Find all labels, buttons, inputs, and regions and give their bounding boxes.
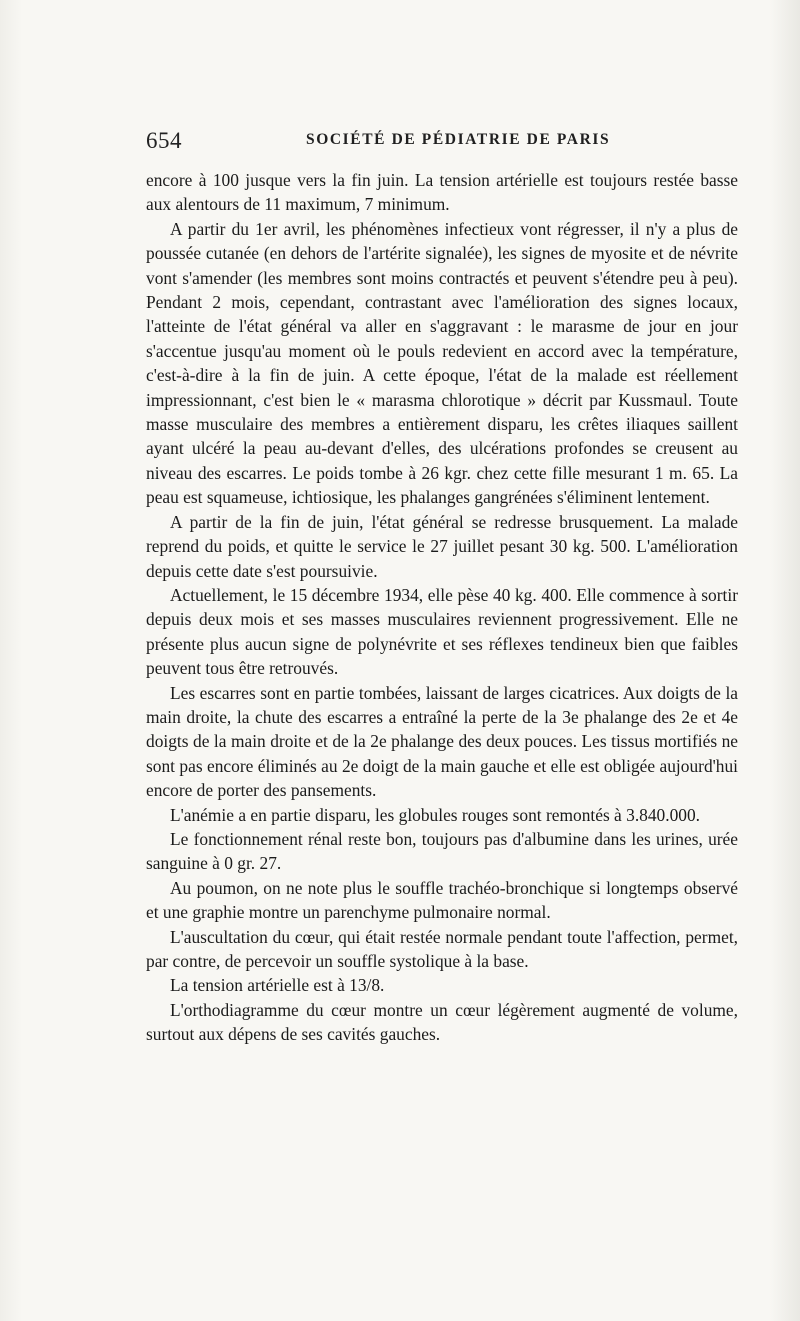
paragraph-text: A partir de la fin de juin, l'état général se redresse brusquement. La malade reprend du poids, et quitte le service le 27 juillet pesant 30 kg. 500. L'amélioration depuis cette date s'est poursuivie. xyxy=(146,511,738,581)
paragraph-2 xyxy=(146,217,738,510)
paragraph-5 xyxy=(146,681,738,803)
paragraph-6 xyxy=(146,803,738,827)
paragraph-4 xyxy=(146,583,738,681)
paragraph-9 xyxy=(146,925,738,974)
paragraph-text: Actuellement, le 15 décembre 1934, elle pèse 40 kg. 400. Elle commence à sortir depuis deux mois et ses masses musculaires reviennent progressivement. Elle ne présente plus aucun signe de polynévrite et ses réflexes tendineux bien que faibles peuvent tous être retrouvés. xyxy=(146,584,738,679)
paragraph-8 xyxy=(146,876,738,925)
paragraph-text: Le fonctionnement rénal reste bon, toujours pas d'albumine dans les urines, urée sanguine à 0 gr. 27. xyxy=(146,828,738,874)
paragraph-text: A partir du 1er avril, les phénomènes infectieux vont régresser, il n'y a plus de poussée cutanée (en dehors de l'artérite signalée), les signes de myosite et de névrite vont s'amender (les membres sont moins contractés et peuvent s'étendre peu à peu). Pendant 2 mois, cependant, contrastant avec l'amélioration des signes locaux, l'atteinte de l'état général va aller en s'aggravant : le marasme de jour en jour s'accentue jusqu'au moment où le pouls redevient en accord avec la température, c'est-à-dire à la fin de juin. A cette époque, l'état de la malade est réellement impressionnant, c'est bien le « marasma chlorotique » décrit par Kussmaul. Toute masse musculaire des membres a entièrement disparu, les crêtes iliaques saillent ayant ulcéré la peau au-devant d'elles, des ulcérations profondes se creusent au niveau des escarres. Le poids tombe à 26 kgr. chez cette fille mesurant 1 m. 65. La peau est squameuse, ichtiosique, les phalanges gangrénées s'éliminent lentement. xyxy=(146,218,738,508)
paragraph-1 xyxy=(146,168,738,217)
paragraph-text: encore à 100 jusque vers la fin juin. La tension artérielle est toujours restée basse aux alentours de 11 maximum, 7 minimum. xyxy=(146,170,738,215)
paragraph-text: L'orthodiagramme du cœur montre un cœur légèrement augmenté de volume, surtout aux dépens de ses cavités gauches. xyxy=(146,999,738,1045)
paragraph-10 xyxy=(146,973,738,997)
body-text xyxy=(146,168,738,1047)
paragraph-text: L'auscultation du cœur, qui était restée normale pendant toute l'affection, permet, par contre, de percevoir un souffle systolique à la base. xyxy=(146,926,738,971)
paragraph-11 xyxy=(146,998,738,1047)
running-head xyxy=(146,126,738,156)
paragraph-3 xyxy=(146,510,738,583)
journal-title: SOCIÉTÉ DE PÉDIATRIE DE PARIS xyxy=(306,131,611,148)
paragraph-text: Les escarres sont en partie tombées, laissant de larges cicatrices. Aux doigts de la main droite, la chute des escarres a entraîné la perte de la 3e phalange des 2e et 4e doigts de la main droite et de la 2e phalange des deux pouces. Les tissus mortifiés ne sont pas encore éliminés au 2e doigt de la main gauche et elle est obligée aujourd'hui encore de porter des pansements. xyxy=(146,682,738,801)
page-number: 654 xyxy=(146,128,182,153)
paragraph-text: L'anémie a en partie disparu, les globules rouges sont remontés à 3.840.000. xyxy=(170,804,701,825)
paragraph-text: Au poumon, on ne note plus le souffle trachéo-bronchique si longtemps observé et une graphie montre un parenchyme pulmonaire normal. xyxy=(146,877,738,923)
paragraph-7 xyxy=(146,827,738,876)
paragraph-text: La tension artérielle est à 13/8. xyxy=(170,975,385,996)
